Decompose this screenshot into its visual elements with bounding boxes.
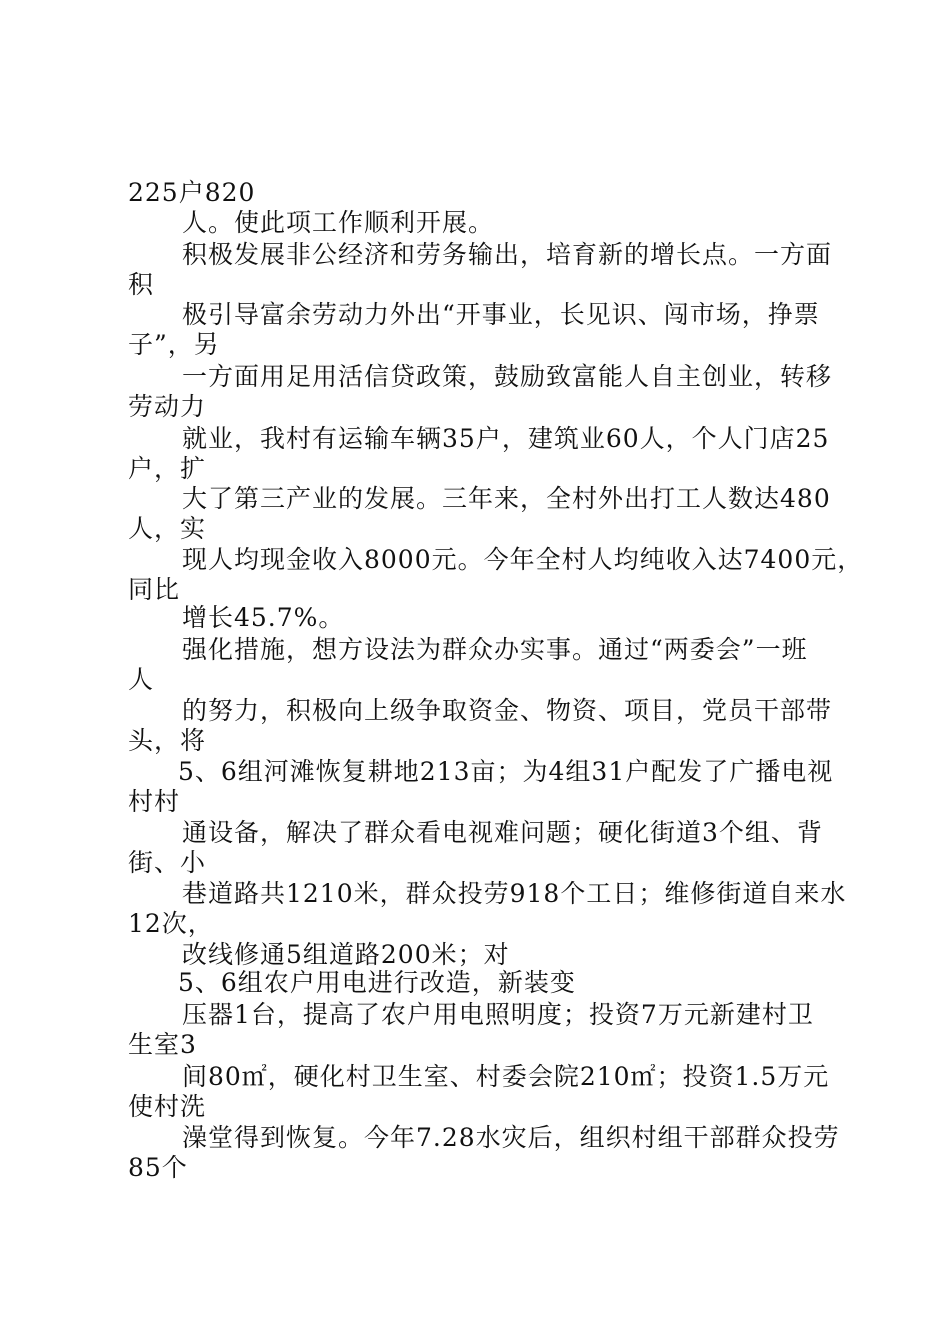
text-line: 生室3 bbox=[128, 1030, 197, 1059]
text-line: 子”，另 bbox=[128, 330, 220, 359]
text-line: 同比 bbox=[128, 575, 181, 604]
text-line: 12次， bbox=[128, 909, 214, 938]
text-line: 村村 bbox=[128, 787, 181, 816]
text-line: 人 bbox=[128, 665, 155, 694]
text-line: 街、小 bbox=[128, 848, 207, 877]
text-line: 积 bbox=[128, 270, 155, 299]
text-line: 极引导富余劳动力外出“开事业，长见识、闯市场，挣票 bbox=[182, 300, 820, 329]
text-line: 就业，我村有运输车辆35户，建筑业60人，个人门店25 bbox=[182, 424, 830, 453]
text-line: 强化措施，想方设法为群众办实事。通过“两委会”一班 bbox=[182, 635, 808, 664]
text-line: 积极发展非公经济和劳务输出，培育新的增长点。一方面 bbox=[182, 240, 833, 269]
text-line: 5、6组河滩恢复耕地213亩；为4组31户配发了广播电视 bbox=[178, 757, 834, 786]
text-line: 增长45.7%。 bbox=[182, 603, 345, 632]
text-line: 225户820 bbox=[128, 178, 256, 207]
text-line: 劳动力 bbox=[128, 392, 207, 421]
text-line: 间80㎡，硬化村卫生室、村委会院210㎡；投资1.5万元 bbox=[182, 1062, 830, 1091]
text-line: 大了第三产业的发展。三年来，全村外出打工人数达480 bbox=[182, 484, 831, 513]
text-line: 一方面用足用活信贷政策，鼓励致富能人自主创业，转移 bbox=[182, 362, 833, 391]
text-line: 巷道路共1210米，群众投劳918个工日；维修街道自来水 bbox=[182, 879, 847, 908]
text-line: 压器1台，提高了农户用电照明度；投资7万元新建村卫 bbox=[182, 1000, 814, 1029]
text-line: 的努力，积极向上级争取资金、物资、项目，党员干部带 bbox=[182, 696, 833, 725]
text-line: 人。使此项工作顺利开展。 bbox=[182, 208, 495, 237]
text-line: 85个 bbox=[128, 1153, 188, 1182]
text-line: 澡堂得到恢复。今年7.28水灾后，组织村组干部群众投劳 bbox=[182, 1123, 840, 1152]
text-line: 使村洗 bbox=[128, 1092, 207, 1121]
text-line: 改线修通5组道路200米；对 bbox=[182, 940, 510, 969]
text-line: 通设备，解决了群众看电视难问题；硬化街道3个组、背 bbox=[182, 818, 823, 847]
text-line: 人，实 bbox=[128, 514, 207, 543]
text-line: 5、6组农户用电进行改造，新装变 bbox=[178, 968, 576, 997]
text-line: 现人均现金收入8000元。今年全村人均纯收入达7400元， bbox=[182, 545, 864, 574]
text-line: 头，将 bbox=[128, 726, 207, 755]
text-line: 户，扩 bbox=[128, 454, 207, 483]
